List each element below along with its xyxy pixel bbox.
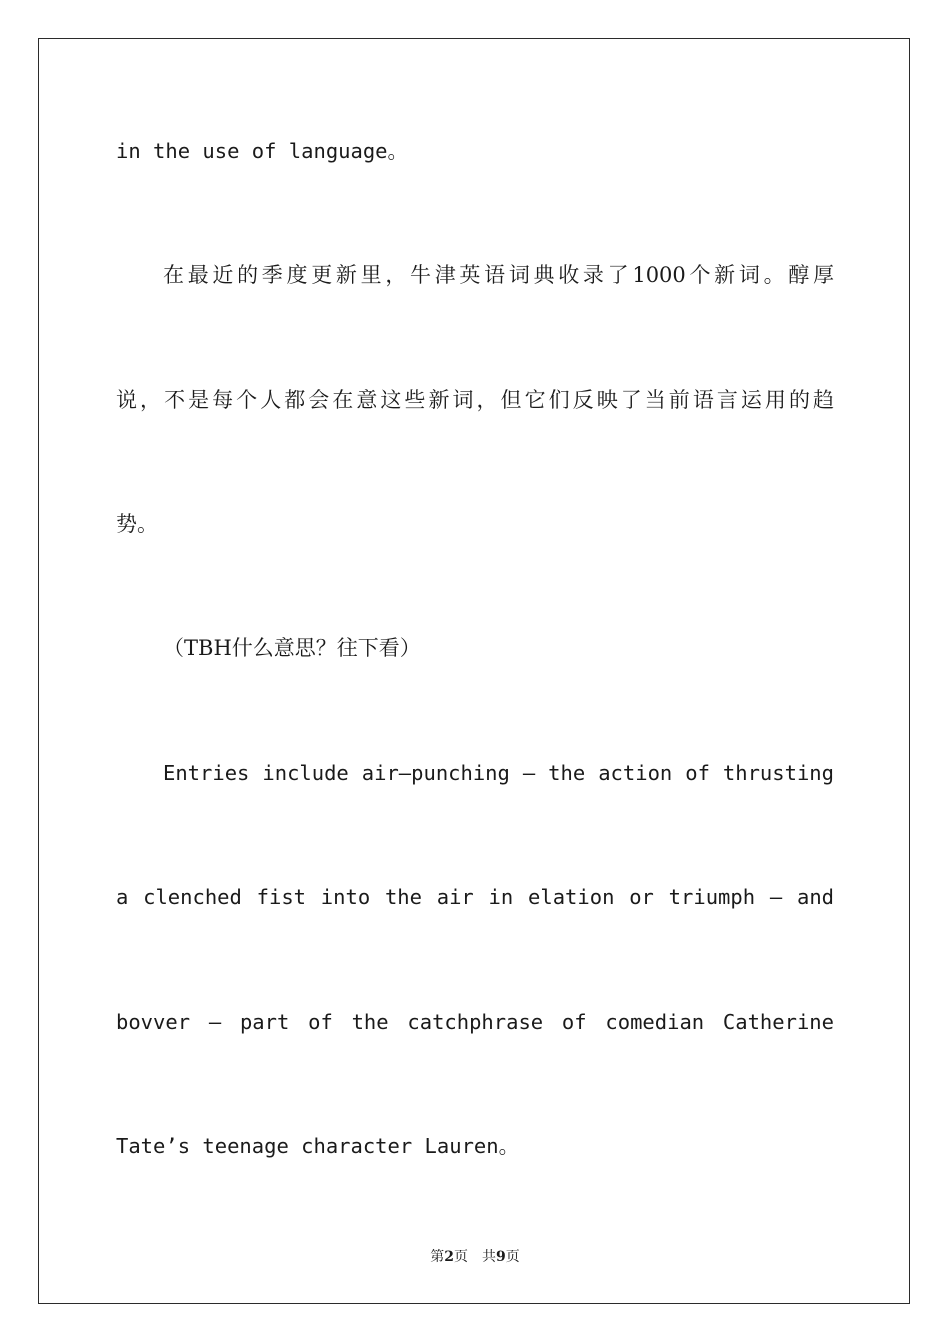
text-line-5: （TBH什么意思？往下看）	[163, 636, 421, 660]
page-footer	[0, 1248, 950, 1266]
text-line-2: 在最近的季度更新里，牛津英语词典收录了1000个新词。醇厚	[163, 263, 834, 287]
text-line-7: a clenched fist into the air in elation or triumph — and	[116, 885, 834, 909]
footer-total-prefix: 共	[482, 1249, 496, 1265]
footer-prefix: 第	[430, 1249, 445, 1265]
total-page-count: 9	[496, 1249, 506, 1265]
current-page-number: 2	[444, 1249, 454, 1265]
text-line-9: Tate’s teenage character Lauren。	[116, 1134, 520, 1158]
text-line-3: 说，不是每个人都会在意这些新词，但它们反映了当前语言运用的趋	[116, 388, 834, 412]
text-line-1: in the use of language。	[116, 139, 409, 163]
page-border	[38, 38, 910, 1304]
footer-total-suffix: 页	[505, 1249, 520, 1265]
text-line-8: bovver — part of the catchphrase of comedian Catherine	[116, 1010, 834, 1034]
text-line-6: Entries include air—punching — the action of thrusting	[163, 761, 834, 785]
text-line-4: 势。	[116, 512, 158, 536]
footer-page-suffix: 页	[454, 1249, 468, 1265]
